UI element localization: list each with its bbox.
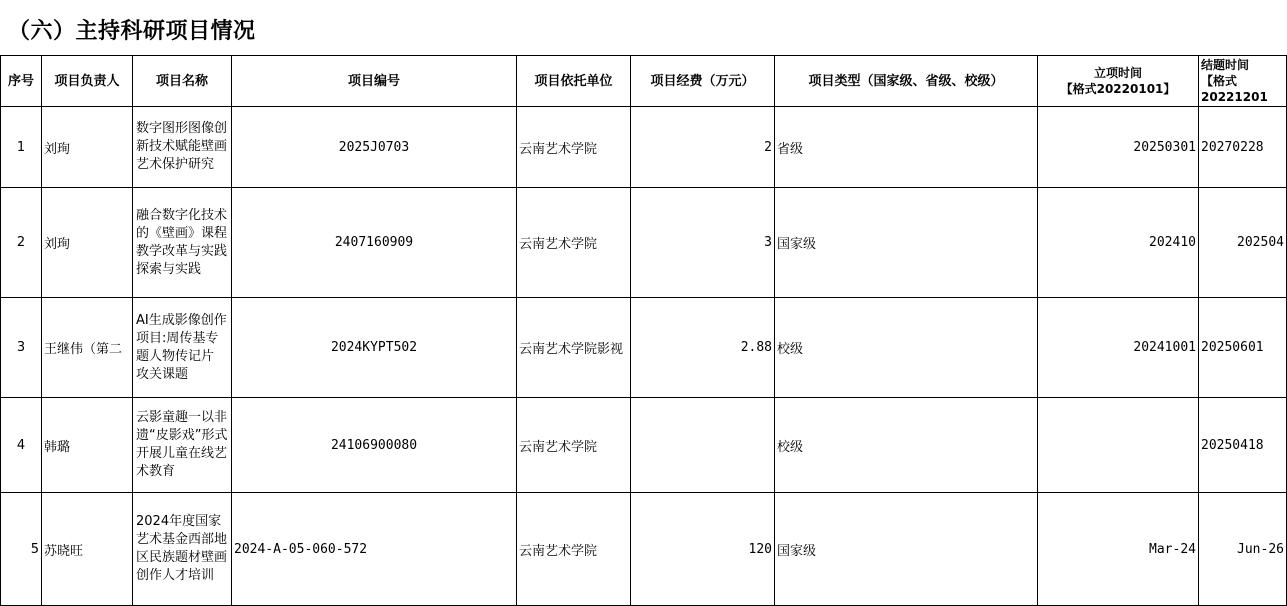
cell-code[interactable]: 24106900080 bbox=[232, 398, 517, 493]
cell-funds[interactable]: 3 bbox=[631, 188, 775, 298]
cell-end[interactable]: 20270228 bbox=[1199, 107, 1287, 188]
header-leader[interactable]: 项目负责人 bbox=[42, 56, 133, 107]
cell-start[interactable]: 20250301 bbox=[1038, 107, 1199, 188]
table-row bbox=[1, 298, 1287, 398]
research-projects-table bbox=[0, 55, 1287, 606]
table-row bbox=[1, 493, 1287, 606]
cell-type[interactable]: 校级 bbox=[775, 298, 1038, 398]
cell-leader[interactable]: 刘珣 bbox=[42, 107, 133, 188]
cell-funds[interactable] bbox=[631, 398, 775, 493]
cell-type[interactable]: 省级 bbox=[775, 107, 1038, 188]
cell-seq[interactable]: 3 bbox=[1, 298, 42, 398]
table-row bbox=[1, 107, 1287, 188]
cell-unit[interactable]: 云南艺术学院影视 bbox=[517, 298, 631, 398]
cell-funds[interactable]: 2 bbox=[631, 107, 775, 188]
header-unit[interactable]: 项目依托单位 bbox=[517, 56, 631, 107]
cell-name[interactable]: 数字图形图像创新技术赋能壁画艺术保护研究 bbox=[133, 107, 232, 188]
header-code[interactable]: 项目编号 bbox=[232, 56, 517, 107]
cell-type[interactable]: 国家级 bbox=[775, 188, 1038, 298]
cell-unit[interactable]: 云南艺术学院 bbox=[517, 188, 631, 298]
header-name[interactable]: 项目名称 bbox=[133, 56, 232, 107]
cell-start[interactable]: Mar-24 bbox=[1038, 493, 1199, 606]
cell-code[interactable]: 2407160909 bbox=[232, 188, 517, 298]
cell-code[interactable]: 2025J0703 bbox=[232, 107, 517, 188]
cell-end[interactable]: 20250601 bbox=[1199, 298, 1287, 398]
cell-code[interactable]: 2024-A-05-060-572 bbox=[232, 493, 517, 606]
cell-name[interactable]: 云影童趣一以非遗“皮影戏”形式开展儿童在线艺术教育 bbox=[133, 398, 232, 493]
cell-start[interactable] bbox=[1038, 398, 1199, 493]
header-end-line2: 【格式 bbox=[1201, 74, 1238, 88]
header-seq[interactable]: 序号 bbox=[1, 56, 42, 107]
cell-seq[interactable]: 5 bbox=[1, 493, 42, 606]
cell-code[interactable]: 2024KYPT502 bbox=[232, 298, 517, 398]
cell-funds[interactable]: 2.88 bbox=[631, 298, 775, 398]
cell-end[interactable]: Jun-26 bbox=[1199, 493, 1287, 606]
cell-name[interactable]: AI生成影像创作项目:周传基专题人物传记片 攻关课题 bbox=[133, 298, 232, 398]
header-start-line2: 【格式20220101】 bbox=[1060, 82, 1176, 96]
header-start-date[interactable] bbox=[1038, 56, 1199, 107]
table-row bbox=[1, 188, 1287, 298]
cell-seq[interactable]: 4 bbox=[1, 398, 42, 493]
cell-leader[interactable]: 王继伟（第二 bbox=[42, 298, 133, 398]
cell-end[interactable]: 20250418 bbox=[1199, 398, 1287, 493]
page-title: （六）主持科研项目情况 bbox=[8, 19, 256, 44]
cell-name[interactable]: 融合数字化技术的《壁画》课程教学改革与实践探索与实践 bbox=[133, 188, 232, 298]
header-end-line1: 结题时间 bbox=[1201, 58, 1250, 72]
cell-leader[interactable]: 苏晓旺 bbox=[42, 493, 133, 606]
cell-type[interactable]: 国家级 bbox=[775, 493, 1038, 606]
header-funds[interactable]: 项目经费（万元） bbox=[631, 56, 775, 107]
table-header-row bbox=[1, 56, 1287, 107]
header-end-date[interactable] bbox=[1199, 56, 1287, 107]
header-type[interactable]: 项目类型（国家级、省级、校级） bbox=[775, 56, 1038, 107]
cell-seq[interactable]: 1 bbox=[1, 107, 42, 188]
cell-leader[interactable]: 韩璐 bbox=[42, 398, 133, 493]
cell-funds[interactable]: 120 bbox=[631, 493, 775, 606]
cell-type[interactable]: 校级 bbox=[775, 398, 1038, 493]
cell-unit[interactable]: 云南艺术学院 bbox=[517, 107, 631, 188]
header-start-line1: 立项时间 bbox=[1093, 66, 1142, 80]
cell-end[interactable]: 202504 bbox=[1199, 188, 1287, 298]
cell-name[interactable]: 2024年度国家艺术基金西部地区民族题材壁画创作人才培训 bbox=[133, 493, 232, 606]
cell-start[interactable]: 202410 bbox=[1038, 188, 1199, 298]
header-end-line3: 20221201 bbox=[1201, 90, 1268, 104]
table-row bbox=[1, 398, 1287, 493]
cell-unit[interactable]: 云南艺术学院 bbox=[517, 493, 631, 606]
cell-leader[interactable]: 刘珣 bbox=[42, 188, 133, 298]
cell-unit[interactable]: 云南艺术学院 bbox=[517, 398, 631, 493]
cell-seq[interactable]: 2 bbox=[1, 188, 42, 298]
cell-start[interactable]: 20241001 bbox=[1038, 298, 1199, 398]
